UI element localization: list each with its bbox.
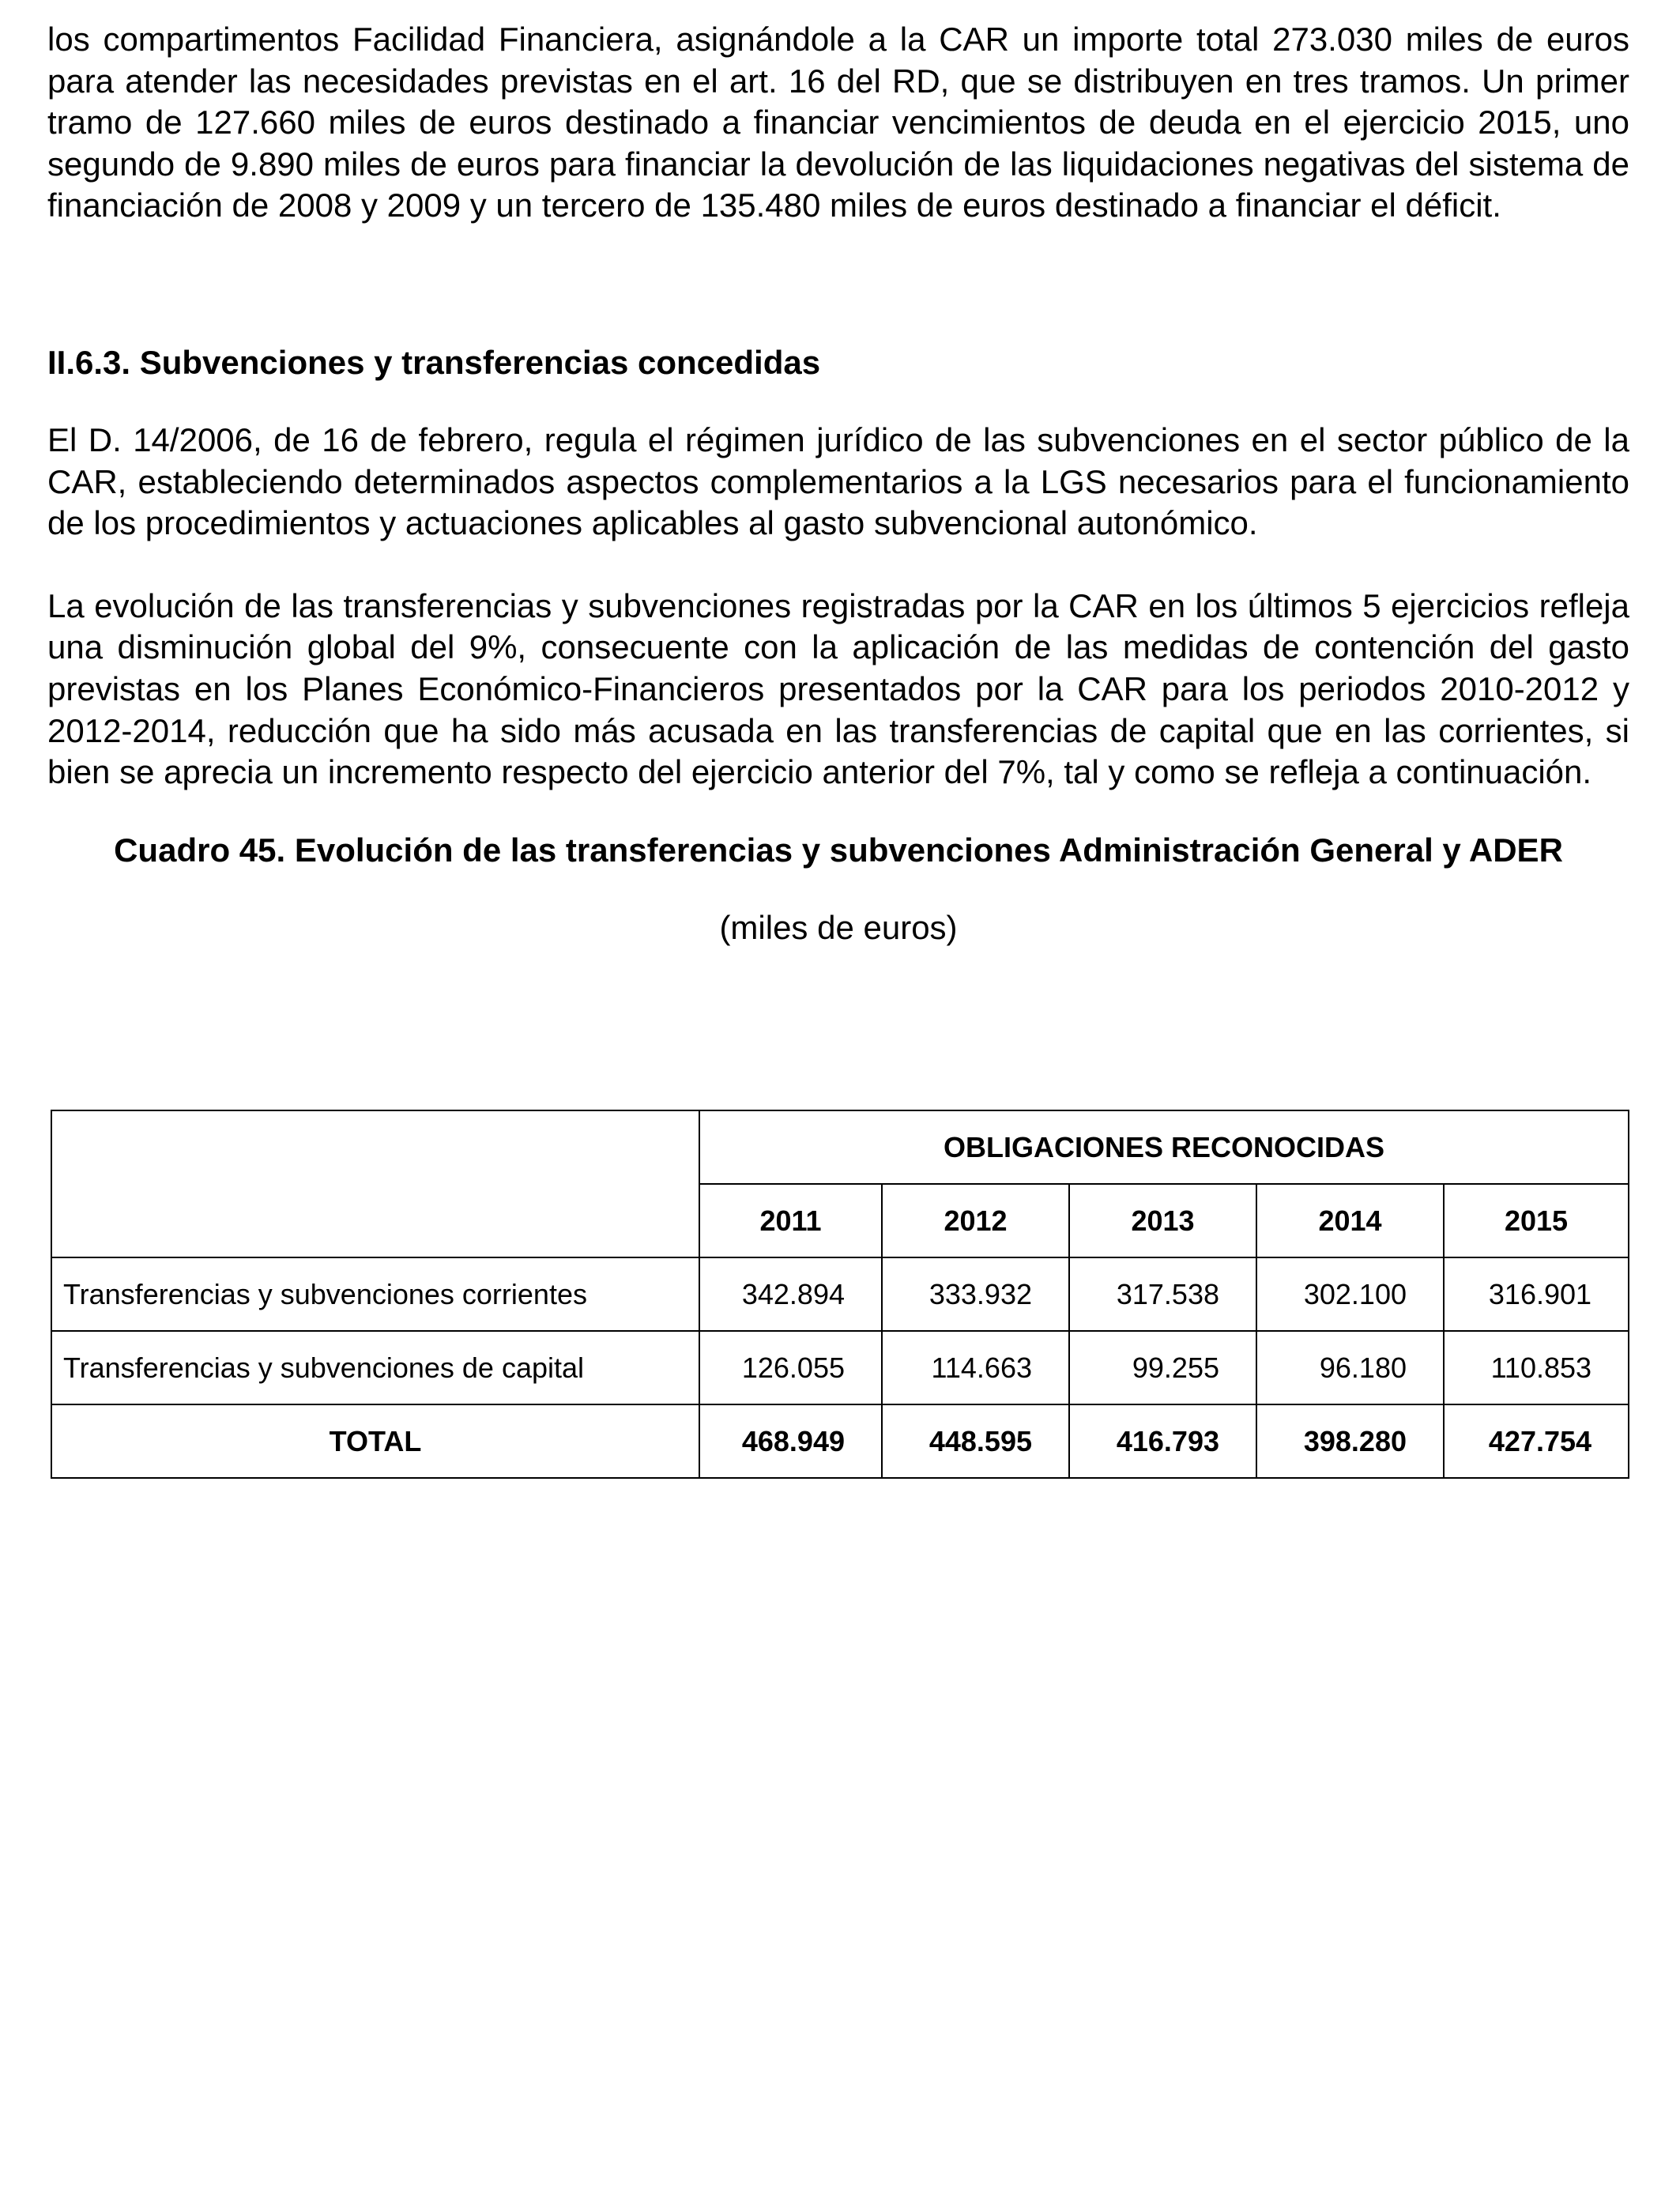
total-cell: 468.949 <box>699 1404 882 1478</box>
group-header: OBLIGACIONES RECONOCIDAS <box>699 1110 1629 1184</box>
paragraph-facilidad-financiera: los compartimentos Facilidad Financiera, asignándole a la CAR un importe total 273.030 miles de euros para atender las necesidades previstas en el art. 16 del RD, que se distribuyen en tres tramos. Un primer tramo de 127.660 miles de euros destinado a financiar vencimientos de deuda en el ejercicio 2015, uno segundo de 9.890 miles de euros para financiar la devolución de las liquidaciones negativas del sistema de financiación de 2008 y 2009 y un tercero de 135.480 miles de euros destinado a financiar el déficit. <box>47 21 1629 224</box>
table-unit: (miles de euros) <box>719 908 958 946</box>
row-label: Transferencias y subvenciones corrientes <box>51 1257 699 1331</box>
total-label: TOTAL <box>51 1404 699 1478</box>
year-header: 2012 <box>882 1184 1069 1257</box>
year-header: 2013 <box>1069 1184 1256 1257</box>
table-cell: 96.180 <box>1256 1331 1444 1404</box>
header-empty-cell <box>51 1110 699 1257</box>
table-row <box>51 1257 1629 1331</box>
table-cell: 99.255 <box>1069 1331 1256 1404</box>
table-cell: 126.055 <box>699 1331 882 1404</box>
paragraph-decreto: El D. 14/2006, de 16 de febrero, regula el régimen jurídico de las subvenciones en el sector público de la CAR, estableciendo determinados aspectos complementarios a la LGS necesarios para el funcionamiento de los procedimientos y actuaciones aplicables al gasto subvencional autonómico. <box>47 420 1629 542</box>
year-header: 2011 <box>699 1184 882 1257</box>
table-cell: 342.894 <box>699 1257 882 1331</box>
table-total-row <box>51 1404 1629 1478</box>
table-header-row-group <box>51 1110 1629 1184</box>
year-header: 2014 <box>1256 1184 1444 1257</box>
total-cell: 427.754 <box>1444 1404 1629 1478</box>
section-heading: II.6.3. Subvenciones y transferencias concedidas <box>47 343 821 381</box>
table-row <box>51 1331 1629 1404</box>
table-cell: 302.100 <box>1256 1257 1444 1331</box>
table-cell: 333.932 <box>882 1257 1069 1331</box>
paragraph-evolucion: La evolución de las transferencias y subvenciones registradas por la CAR en los últimos 5 ejercicios refleja una disminución global del 9%, consecuente con la aplicación de las medidas de contención del gasto previstas en los Planes Económico-Financieros presentados por la CAR para los periodos 2010-2012 y 2012-2014, reducción que ha sido más acusada en las transferencias de capital que en las corrientes, si bien se aprecia un incremento respecto del ejercicio anterior del 7%, tal y como se refleja a continuación. <box>47 586 1629 791</box>
table-cell: 114.663 <box>882 1331 1069 1404</box>
document-page <box>47 19 1629 959</box>
row-label: Transferencias y subvenciones de capital <box>51 1331 699 1404</box>
total-cell: 398.280 <box>1256 1404 1444 1478</box>
table-title: Cuadro 45. Evolución de las transferencias y subvenciones Administración General y ADER <box>114 831 1563 869</box>
total-cell: 416.793 <box>1069 1404 1256 1478</box>
total-cell: 448.595 <box>882 1404 1069 1478</box>
table-cell: 317.538 <box>1069 1257 1256 1331</box>
transfers-table <box>51 1110 1629 1479</box>
year-header: 2015 <box>1444 1184 1629 1257</box>
table-cell: 110.853 <box>1444 1331 1629 1404</box>
table-cell: 316.901 <box>1444 1257 1629 1331</box>
